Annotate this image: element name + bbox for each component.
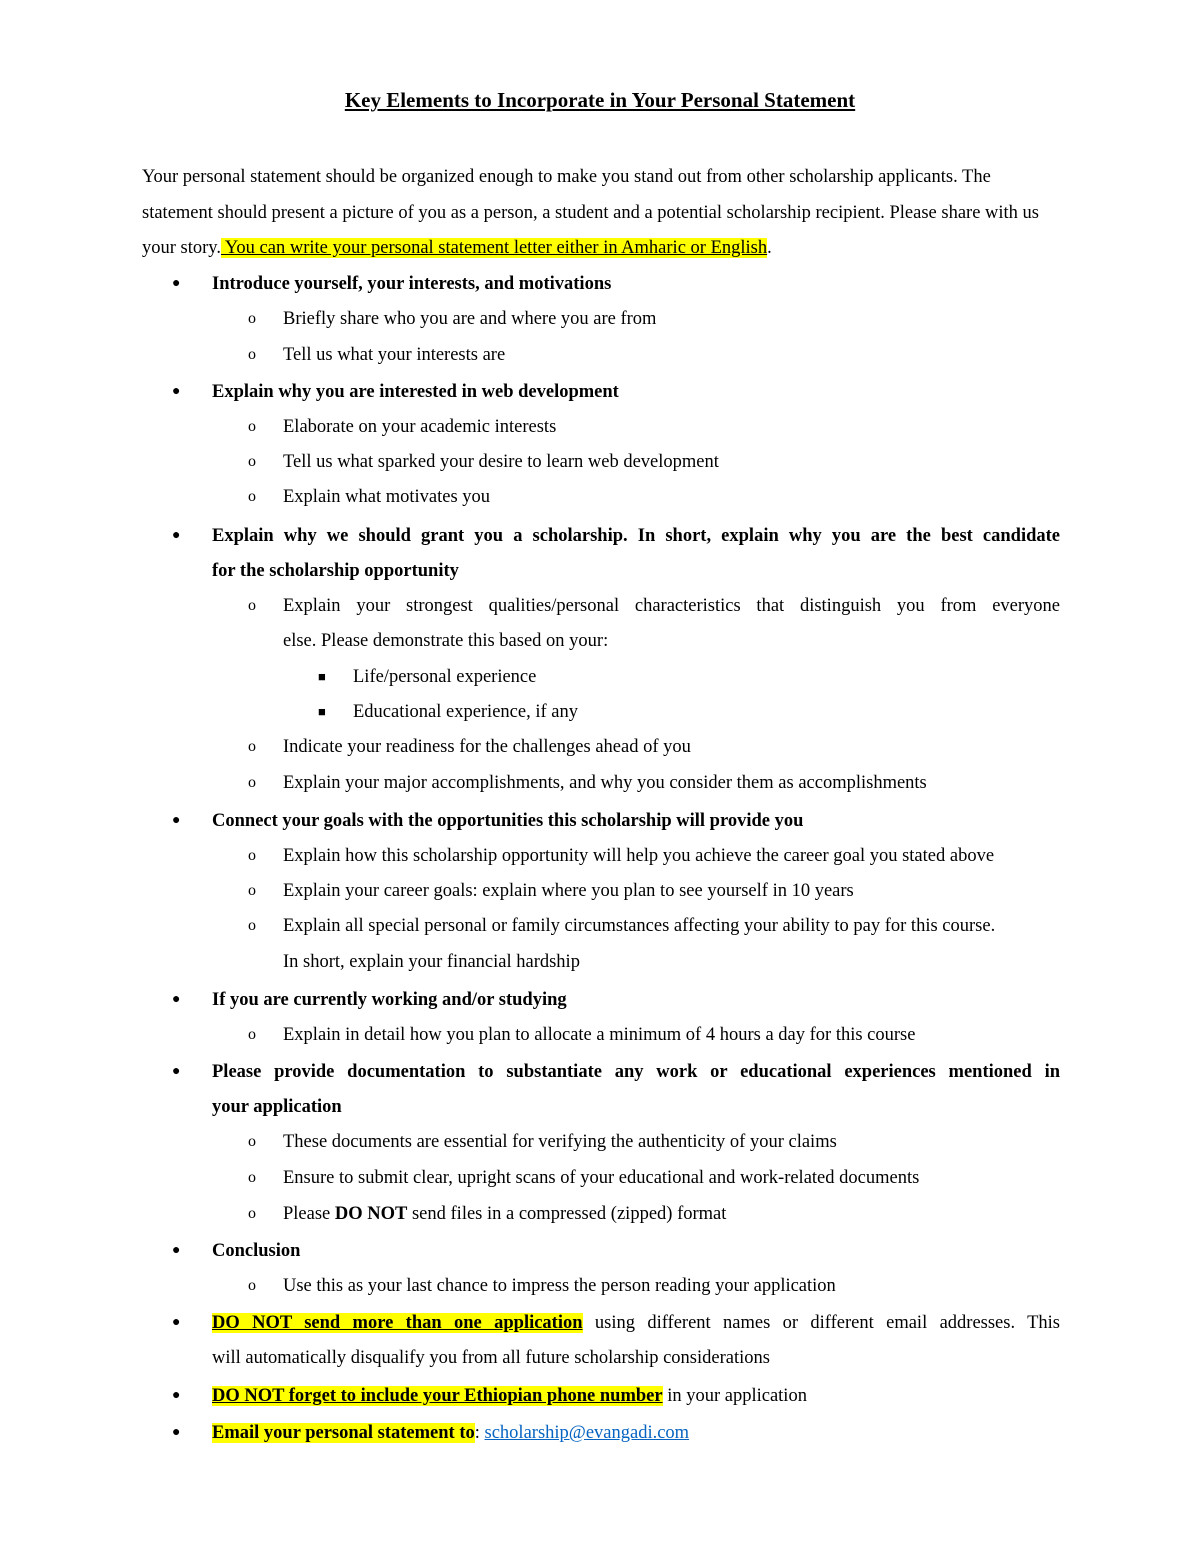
section-heading: ● Explain why you are interested in web development (0, 377, 1200, 407)
list-item: o These documents are essential for verifying the authenticity of your claims (0, 1127, 1200, 1157)
list-item: o Briefly share who you are and where you are from (0, 304, 1200, 334)
list-item: o Please DO NOT send files in a compressed (zipped) format (0, 1199, 1200, 1229)
circle-bullet-icon: o (248, 774, 256, 791)
section-heading: ● Conclusion (0, 1236, 1200, 1266)
section-heading: ● If you are currently working and/or studying (0, 985, 1200, 1015)
list-item: o Explain in detail how you plan to allocate a minimum of 4 hours a day for this course (0, 1020, 1200, 1050)
circle-bullet-icon: o (248, 882, 256, 899)
list-item: o Elaborate on your academic interests (0, 412, 1200, 442)
bullet-icon: ● (172, 1064, 181, 1079)
phone-warning-highlight: DO NOT forget to include your Ethiopian phone number (212, 1386, 663, 1406)
language-note-highlight: You can write your personal statement letter either in Amharic or English (220, 238, 768, 258)
circle-bullet-icon: o (248, 453, 256, 470)
bullet-icon: ● (172, 1315, 181, 1330)
section-heading: ● Please provide documentation to substantiate any work or educational experiences mentioned in (0, 1057, 1200, 1087)
list-item: o Explain how this scholarship opportunity will help you achieve the career goal you stated above (0, 841, 1200, 871)
section-heading: ● Connect your goals with the opportunities this scholarship will provide you (0, 806, 1200, 836)
list-item: o Ensure to submit clear, upright scans of your educational and work-related documents (0, 1163, 1200, 1193)
list-item: o Indicate your readiness for the challenges ahead of you (0, 732, 1200, 762)
list-item: o Tell us what your interests are (0, 340, 1200, 370)
circle-bullet-icon: o (248, 597, 256, 614)
email-item: ● Email your personal statement to: scholarship@evangadi.com (0, 1418, 1200, 1448)
circle-bullet-icon: o (248, 488, 256, 505)
warning-item-continued: will automatically disqualify you from all future scholarship considerations (212, 1348, 770, 1368)
circle-bullet-icon: o (248, 847, 256, 864)
bullet-icon: ● (172, 276, 181, 291)
list-item-continued: In short, explain your financial hardship (283, 952, 580, 972)
do-not-emphasis: DO NOT (334, 1204, 408, 1224)
bullet-icon: ● (172, 813, 181, 828)
list-item: o Explain what motivates you (0, 482, 1200, 512)
email-instruction-highlight: Email your personal statement to (212, 1423, 475, 1443)
section-heading-continued: for the scholarship opportunity (212, 561, 459, 581)
bullet-icon: ● (172, 1425, 181, 1440)
intro-text: Your personal statement should be organized enough to make you stand out from other scholarship applicants. The statement should present a picture of you as a person, a student and a potential scholarship recipient. Please share with us your story. (142, 167, 1039, 258)
list-item: o Use this as your last chance to impress the person reading your application (0, 1271, 1200, 1301)
list-item: o Explain your major accomplishments, and why you consider them as accomplishments (0, 768, 1200, 798)
bullet-icon: ● (172, 1243, 181, 1258)
page-title: Key Elements to Incorporate in Your Personal Statement (344, 88, 856, 112)
square-bullet-icon: ■ (318, 669, 326, 684)
circle-bullet-icon: o (248, 1277, 256, 1294)
intro-paragraph: Your personal statement should be organized enough to make you stand out from other scholarship applicants. The statement should present a picture of you as a person, a student and a potential scholarship recipient. Please share with us your story. You can write your personal statement letter either in Amharic or English. (142, 167, 1039, 258)
circle-bullet-icon: o (248, 1169, 256, 1186)
circle-bullet-icon: o (248, 1205, 256, 1222)
circle-bullet-icon: o (248, 738, 256, 755)
sub-list-item: ■ Educational experience, if any (0, 697, 1200, 727)
sub-list-item: ■ Life/personal experience (0, 662, 1200, 692)
section-heading-continued: your application (212, 1097, 342, 1117)
list-item: o Explain your career goals: explain where you plan to see yourself in 10 years (0, 876, 1200, 906)
circle-bullet-icon: o (248, 1026, 256, 1043)
circle-bullet-icon: o (248, 1133, 256, 1150)
bullet-icon: ● (172, 528, 181, 543)
section-heading: ● Introduce yourself, your interests, and motivations (0, 269, 1200, 299)
warning-item: ● DO NOT send more than one application using different names or different email addresses. This (0, 1308, 1200, 1338)
list-item: o Tell us what sparked your desire to learn web development (0, 447, 1200, 477)
circle-bullet-icon: o (248, 346, 256, 363)
list-item: o Explain your strongest qualities/personal characteristics that distinguish you from everyone (0, 591, 1200, 621)
list-item-continued: else. Please demonstrate this based on your: (283, 631, 609, 651)
circle-bullet-icon: o (248, 418, 256, 435)
bullet-icon: ● (172, 384, 181, 399)
section-heading: ● Explain why we should grant you a scholarship. In short, explain why you are the best candidate (0, 521, 1200, 551)
warning-item: ● DO NOT forget to include your Ethiopian phone number in your application (0, 1381, 1200, 1411)
bullet-icon: ● (172, 992, 181, 1007)
email-link[interactable]: scholarship@evangadi.com (484, 1423, 690, 1443)
square-bullet-icon: ■ (318, 704, 326, 719)
bullet-icon: ● (172, 1388, 181, 1403)
circle-bullet-icon: o (248, 917, 256, 934)
list-item: o Explain all special personal or family circumstances affecting your ability to pay for this course. (0, 911, 1200, 941)
circle-bullet-icon: o (248, 310, 256, 327)
warning-highlight: DO NOT send more than one application (212, 1313, 583, 1333)
